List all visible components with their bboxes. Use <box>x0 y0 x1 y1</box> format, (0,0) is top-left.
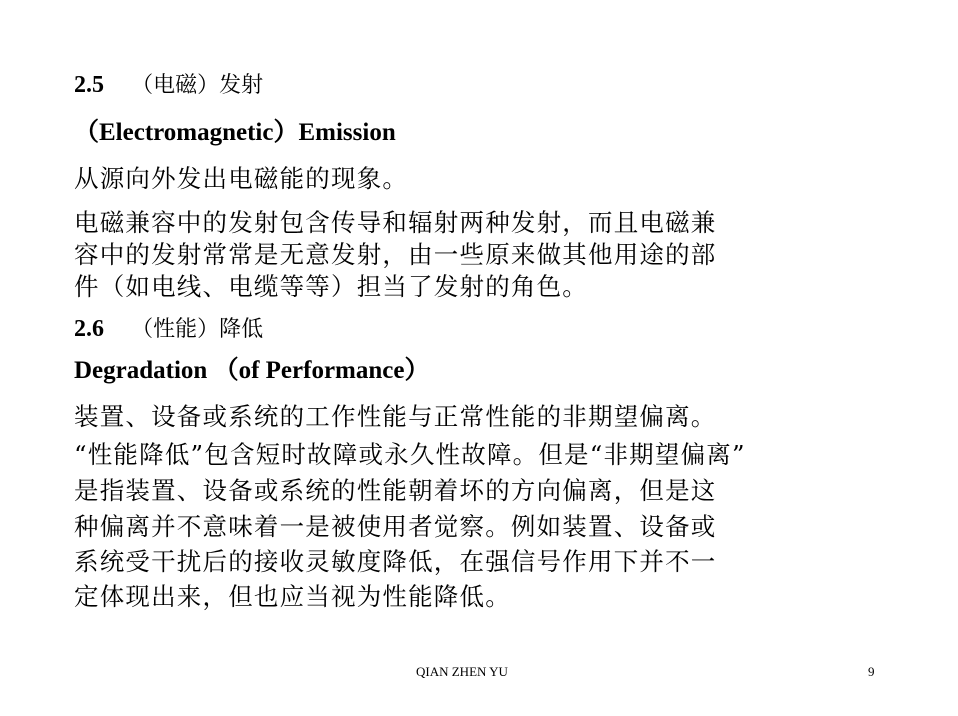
note-line: 种偏离并不意味着一是被使用者觉察。例如装置、设备或 <box>74 512 717 541</box>
section-heading <box>74 312 263 343</box>
section-number: 2.5 <box>74 72 104 98</box>
section-heading <box>74 68 263 99</box>
footer-author: QIAN ZHEN YU <box>416 664 508 679</box>
note-line: 系统受干扰后的接收灵敏度降低，在强信号作用下并不一 <box>74 547 717 576</box>
section-number: 2.6 <box>74 316 104 342</box>
section-title-zh: （电磁）发射 <box>131 73 264 98</box>
section-title-zh: （性能）降低 <box>131 317 264 342</box>
note-line: 电磁兼容中的发射包含传导和辐射两种发射，而且电磁兼 <box>74 208 717 237</box>
section-title-en: Degradation （of Performance） <box>74 357 430 384</box>
note-line: 容中的发射常常是无意发射，由一些原来做其他用途的部 <box>74 240 717 269</box>
page-number: 9 <box>868 664 875 679</box>
note-line: 是指装置、设备或系统的性能朝着坏的方向偏离，但是这 <box>74 476 717 505</box>
note-line: 定体现出来，但也应当视为性能降低。 <box>74 582 511 611</box>
definition-text: 从源向外发出电磁能的现象。 <box>74 164 409 193</box>
note-line: “性能降低”包含短时故障或永久性故障。但是“非期望偏离” <box>74 440 746 469</box>
note-line: 件（如电线、电缆等等）担当了发射的角色。 <box>74 272 588 301</box>
section-title-en: （Electromagnetic）Emission <box>74 119 396 146</box>
definition-text: 装置、设备或系统的工作性能与正常性能的非期望偏离。 <box>74 402 717 431</box>
